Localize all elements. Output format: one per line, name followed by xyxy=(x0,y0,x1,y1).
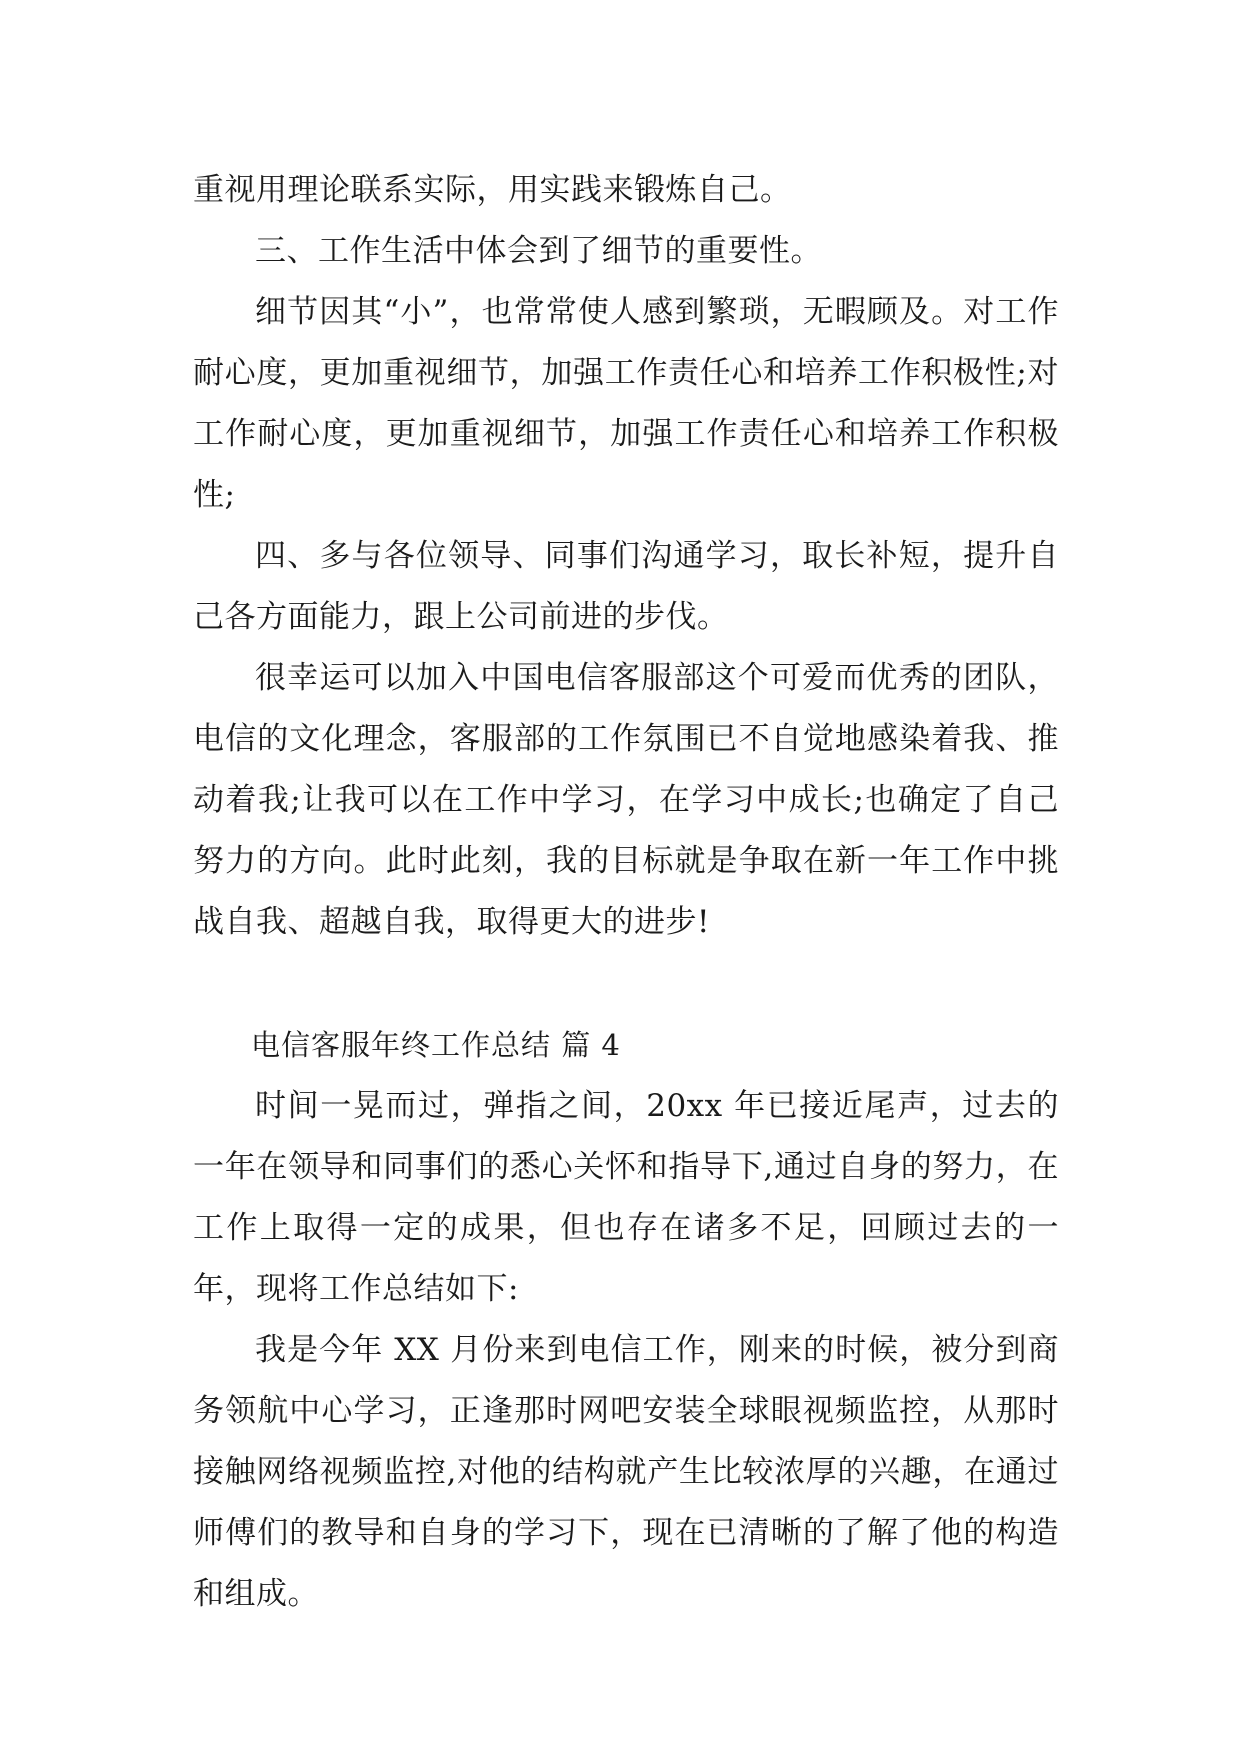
paragraph-4: 四、多与各位领导、同事们沟通学习，取长补短，提升自己各方面能力，跟上公司前进的步伐。 xyxy=(193,538,1059,635)
paragraph-5: 很幸运可以加入中国电信客服部这个可爱而优秀的团队，电信的文化理念，客服部的工作氛围已不自觉地感染着我、推动着我;让我可以在工作中学习，在学习中成长;也确定了自己努力的方向。此时此刻，我的目标就是争取在新一年工作中挑战自我、超越自我，取得更大的进步! xyxy=(193,660,1059,940)
paragraph-6: 时间一晃而过，弹指之间，20xx 年已接近尾声，过去的一年在领导和同事们的悉心关怀和指导下,通过自身的努力，在工作上取得一定的成果，但也存在诸多不足，回顾过去的一年，现将工作总结如下: xyxy=(193,1088,1059,1307)
section-spacer xyxy=(193,953,1059,1015)
paragraph-7: 我是今年 XX 月份来到电信工作，刚来的时候，被分到商务领航中心学习，正逢那时网吧安装全球眼视频监控，从那时接触网络视频监控,对他的结构就产生比较浓厚的兴趣，在通过师傅们的教导和自身的学习下，现在已清晰的了解了他的构造和组成。 xyxy=(193,1332,1059,1612)
paragraph-2: 三、工作生活中体会到了细节的重要性。 xyxy=(255,233,822,269)
paragraph-3: 细节因其“小”，也常常使人感到繁琐，无暇顾及。对工作耐心度，更加重视细节，加强工作责任心和培养工作积极性;对工作耐心度，更加重视细节，加强工作责任心和培养工作积极性; xyxy=(193,294,1059,513)
document-body xyxy=(193,160,1059,1625)
section-heading: 电信客服年终工作总结 篇 4 xyxy=(251,1028,621,1062)
paragraph-1: 重视用理论联系实际，用实践来锻炼自己。 xyxy=(193,172,792,208)
